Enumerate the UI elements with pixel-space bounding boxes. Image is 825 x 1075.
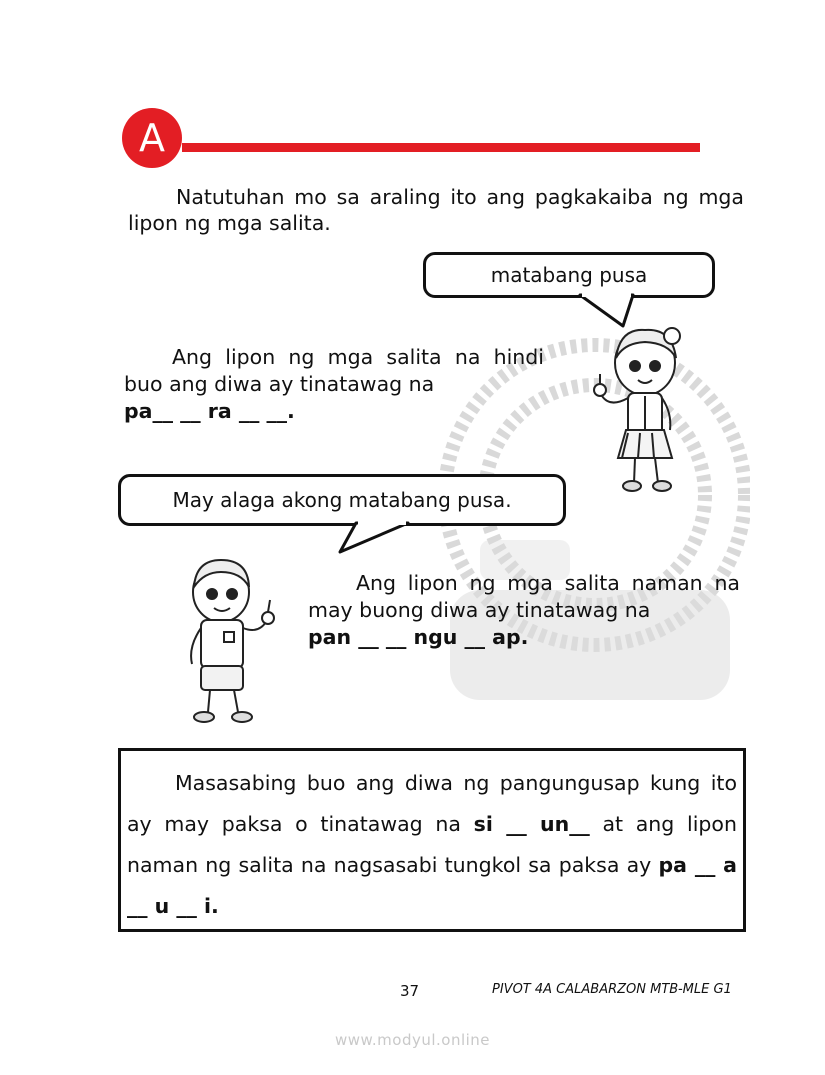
speech-bubble-boy-text: May alaga akong matabang pusa.: [172, 488, 512, 512]
watermark: www.modyul.online: [334, 1031, 491, 1049]
note-box-paragraph: [127, 763, 737, 927]
parirala-text: Ang lipon ng mga salita na hindi buo ang diwa ay tinatawag na: [124, 345, 544, 396]
speech-bubble-girl-text: matabang pusa: [490, 263, 648, 287]
girl-illustration: [590, 318, 700, 498]
paragraph-pangungusap: [308, 570, 740, 651]
section-badge: A: [122, 108, 182, 168]
note-text-2: at ang lipon naman ng salita na nagsasabi tungkol sa paksa ay: [127, 812, 737, 877]
speech-bubble-boy: [118, 474, 566, 526]
speech-bubble-tail-icon: [336, 521, 412, 555]
note-box: [118, 748, 746, 932]
note-answer-2: pa __ a __ u __ i.: [127, 853, 737, 918]
note-answer-1: si __ un__: [473, 812, 590, 836]
speech-bubble-girl: [423, 252, 715, 298]
parirala-answer: pa__ __ ra __ __.: [124, 399, 295, 423]
section-divider: [182, 143, 700, 152]
page-number: 37: [400, 982, 420, 1000]
footer-label: PIVOT 4A CALABARZON MTB-MLE G1: [492, 982, 732, 997]
intro-text: Natutuhan mo sa araling ito ang pagkakaiba ng mga lipon ng mga salita.: [128, 185, 744, 235]
pangungusap-text: Ang lipon ng mga salita naman na may buong diwa ay tinatawag na: [308, 571, 740, 622]
note-text-1: Masasabing buo ang diwa ng pangungusap kung ito ay may paksa o tinatawag na: [127, 771, 737, 836]
boy-illustration: [176, 552, 286, 728]
pangungusap-answer: pan __ __ ngu __ ap.: [308, 625, 529, 649]
paragraph-parirala: [124, 344, 544, 425]
intro-paragraph: [128, 184, 744, 236]
